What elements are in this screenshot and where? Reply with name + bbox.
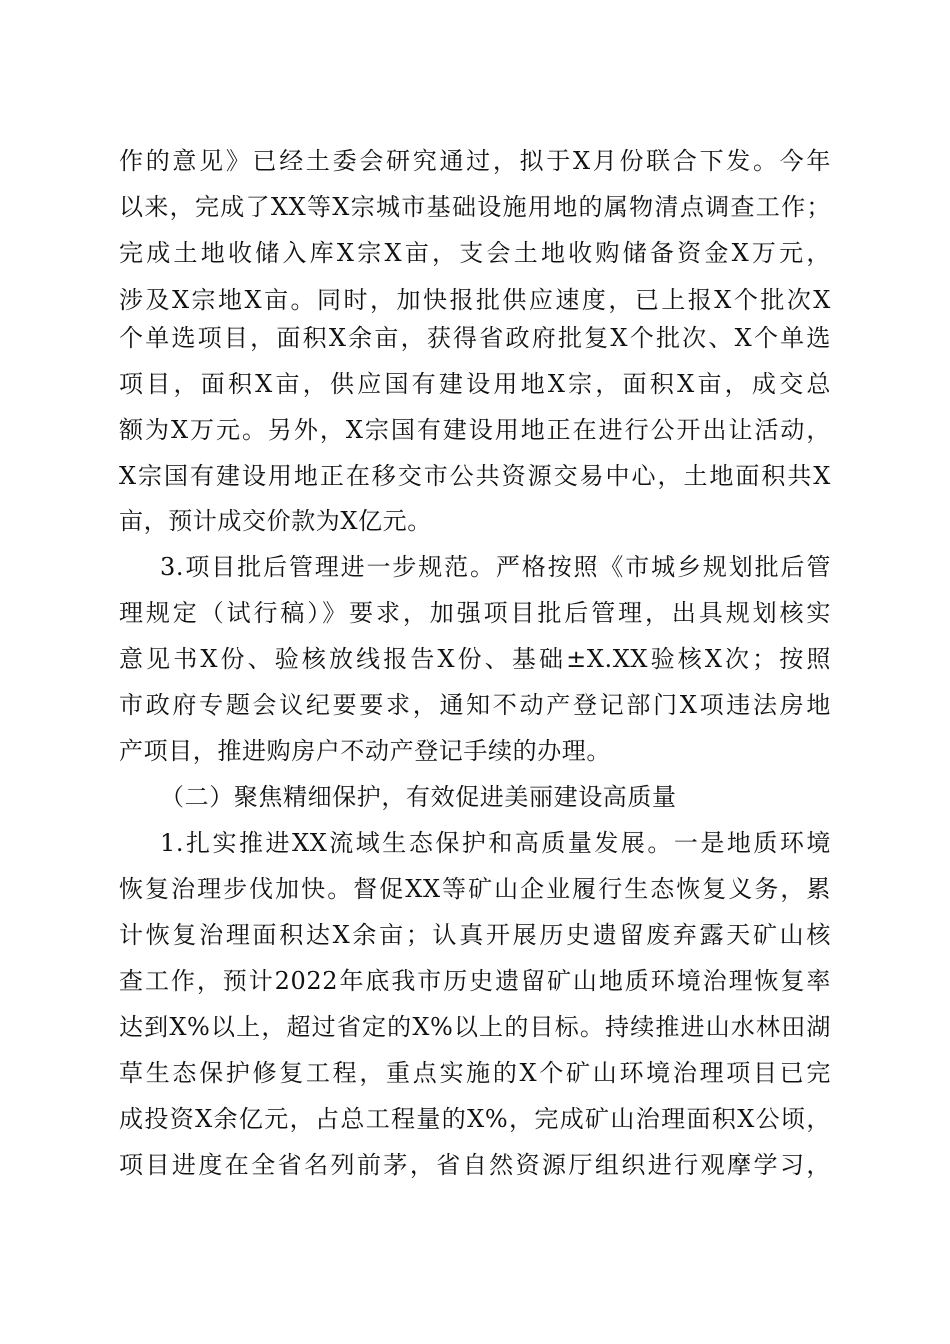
text-line: 计恢复治理面积达X余亩；认真开展历史遗留废弃露天矿山核 [119, 921, 831, 949]
text-line: 意见书X份、验核放线报告X份、基础±X.XX验核X次；按照 [119, 645, 831, 673]
section-heading: （二）聚焦精细保护，有效促进美丽建设高质量 [160, 783, 677, 811]
text-line: 3.项目批后管理进一步规范。严格按照《市城乡规划批后管 [160, 553, 831, 581]
text-line: X宗国有建设用地正在移交市公共资源交易中心，土地面积共X [119, 462, 831, 490]
text-line: 成投资X余亿元，占总工程量的X%，完成矿山治理面积X公顷， [119, 1105, 831, 1133]
text-line: 产项目，推进购房户不动产登记手续的办理。 [119, 737, 611, 765]
text-line: 市政府专题会议纪要要求，通知不动产登记部门X项违法房地 [119, 691, 831, 719]
text-line: 达到X%以上，超过省定的X%以上的目标。持续推进山水林田湖 [119, 1013, 831, 1041]
text-line: 完成土地收储入库X宗X亩，支会土地收购储备资金X万元， [119, 239, 831, 267]
text-line: 亩，预计成交价款为X亿元。 [119, 507, 432, 535]
text-line: 以来，完成了XX等X宗城市基础设施用地的属物清点调查工作； [119, 193, 831, 221]
text-line: 草生态保护修复工程，重点实施的X个矿山环境治理项目已完 [119, 1059, 831, 1087]
text-line: 个单选项目，面积X余亩，获得省政府批复X个批次、X个单选 [119, 324, 831, 352]
text-line: 项目，面积X亩，供应国有建设用地X宗，面积X亩，成交总 [119, 370, 831, 398]
text-line: 额为X万元。另外，X宗国有建设用地正在进行公开出让活动， [119, 416, 831, 444]
text-line: 1.扎实推进XX流域生态保护和高质量发展。一是地质环境 [160, 829, 831, 857]
text-line: 查工作，预计2022年底我市历史遗留矿山地质环境治理恢复率 [119, 967, 831, 995]
text-line: 作的意见》已经土委会研究通过，拟于X月份联合下发。今年 [119, 147, 831, 175]
text-line: 涉及X宗地X亩。同时，加快报批供应速度，已上报X个批次X [119, 286, 831, 314]
text-line: 恢复治理步伐加快。督促XX等矿山企业履行生态恢复义务，累 [119, 875, 831, 903]
text-line: 项目进度在全省名列前茅，省自然资源厅组织进行观摩学习， [119, 1151, 831, 1179]
text-line: 理规定（试行稿）》要求，加强项目批后管理，出具规划核实 [119, 599, 831, 627]
